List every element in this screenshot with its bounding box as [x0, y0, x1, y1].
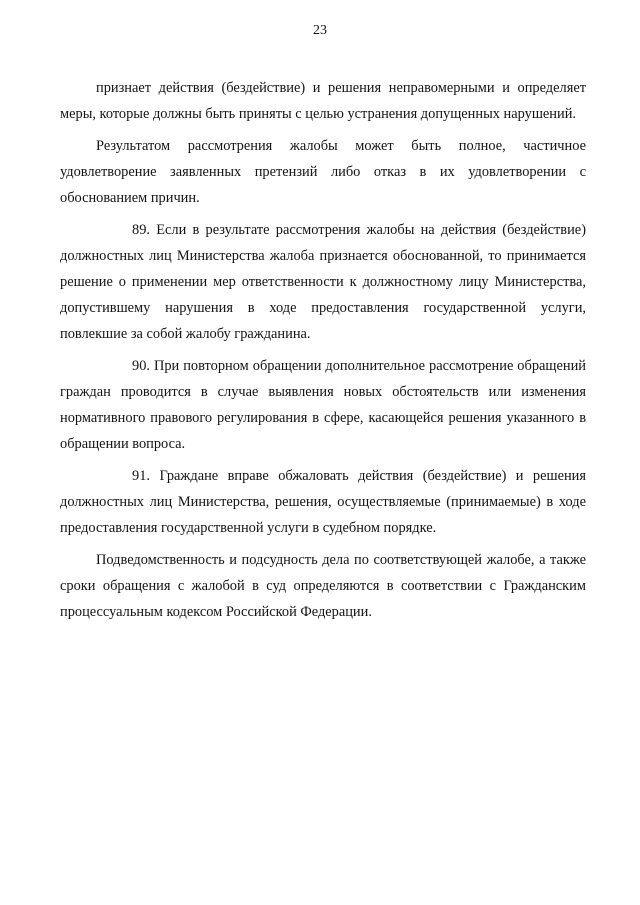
paragraph-89 — [60, 217, 586, 347]
paragraph-text: признает действия (бездействие) и решения неправомерными и определяет меры, которые должны быть приняты с целью устранения допущенных нарушений. — [60, 80, 586, 122]
page-number: 23 — [313, 23, 327, 38]
paragraph-continuation — [60, 75, 586, 127]
document-body — [60, 75, 586, 631]
paragraph-text: При повторном обращении дополнительное рассмотрение обращений граждан проводится в случае выявления новых обстоятельств или изменения нормативного правового регулирования в сфере, касающейся решения указанного в обращении вопроса. — [60, 358, 586, 452]
paragraph-91 — [60, 463, 586, 541]
paragraph-number: 90. — [132, 358, 150, 374]
paragraph-text: Граждане вправе обжаловать действия (бездействие) и решения должностных лиц Министерства, решения, осуществляемые (принимаемые) в ходе предоставления государственной услуги в судебном порядке. — [60, 468, 587, 536]
paragraph-number: 91. — [132, 468, 150, 484]
paragraph-90 — [60, 353, 586, 457]
paragraph-text: Подведомственность и подсудность дела по соответствующей жалобе, а также сроки обращения с жалобой в суд определяются в соответствии с Гражданским процессуальным кодексом Российской Федерации. — [60, 552, 586, 620]
paragraph-jurisdiction — [60, 547, 586, 625]
paragraph-text: Если в результате рассмотрения жалобы на действия (бездействие) должностных лиц Министерства жалоба признается обоснованной, то принимается решение о применении мер ответственности к должностному лицу Министерства, допустившему нарушения в ходе предоставления государственной услуги, повлекшие за собой жалобу гражданина. — [60, 222, 586, 342]
paragraph-number: 89. — [132, 222, 150, 238]
paragraph-result — [60, 133, 586, 211]
paragraph-text: Результатом рассмотрения жалобы может быть полное, частичное удовлетворение заявленных претензий либо отказ в их удовлетворении с обоснованием причин. — [60, 138, 586, 206]
